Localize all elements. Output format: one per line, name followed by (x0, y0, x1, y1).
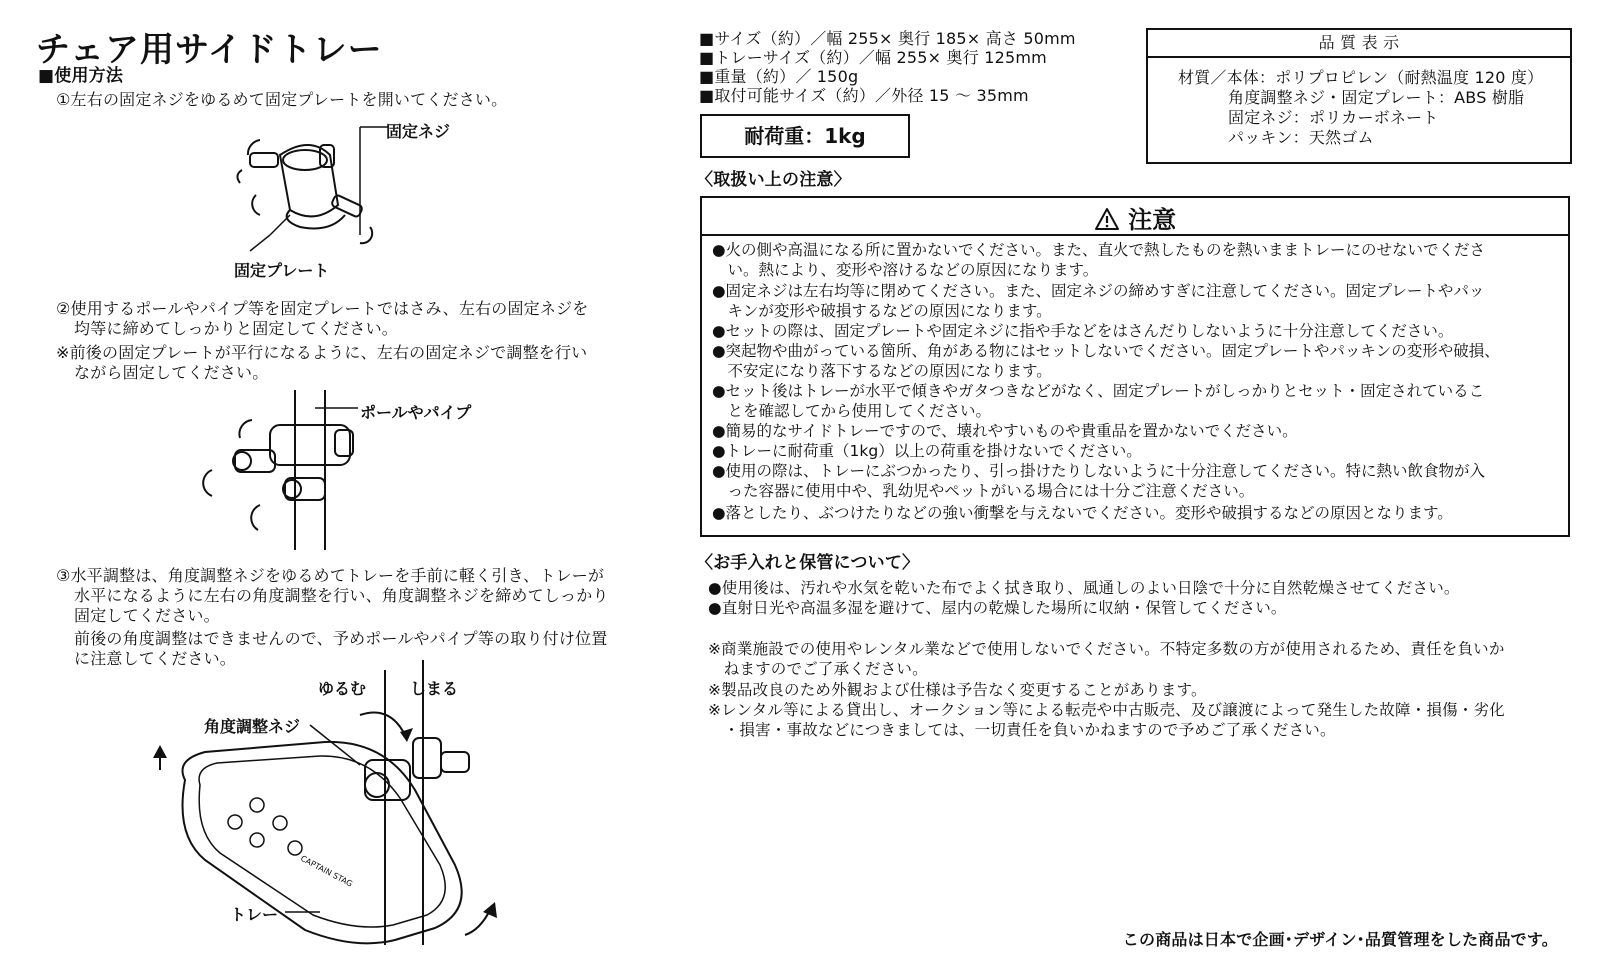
quality-line1: 材質／本体：ポリプロピレン（耐熱温度 120 度） (1178, 68, 1544, 87)
spec-tray-size: ■トレーサイズ（約）／幅 255× 奥行 125mm (699, 48, 1047, 67)
caution-line: ●固定ネジは左右均等に閉めてください。また、固定ネジの締めすぎに注意してください。固定プレートやパッ (712, 282, 1485, 300)
label-angle-screw: 角度調整ネジ (204, 717, 301, 736)
care-line: ●使用後は、汚れや水気を乾いた布でよく拭き取り、風通しのよい日陰で十分に自然乾燥させてください。 (708, 579, 1460, 597)
step2-note1: ※前後の固定プレートが平行になるように、左右の固定ネジで調整を行い (56, 343, 588, 362)
note-line: ※製品改良のため外観および仕様は予告なく変更することがあります。 (708, 681, 1207, 699)
label-fixing-plate: 固定プレート (234, 261, 330, 280)
figure-step2 (190, 390, 380, 550)
note-line: ※レンタル等による貸出し、オークション等による転売や中古販売、及び譲渡によって発生した故障・損傷・劣化 (708, 701, 1505, 719)
caution-title: 注意 (1128, 206, 1177, 234)
page-title: チェア用サイドトレー (36, 30, 383, 70)
label-fixing-screw: 固定ネジ (386, 122, 451, 141)
caution-line: とを確認してから使用してください。 (712, 402, 992, 420)
care-heading: 〈お手入れと保管について〉 (696, 553, 920, 573)
care-line: ●直射日光や高温多湿を避けて、屋内の乾燥した場所に収納・保管してください。 (708, 599, 1287, 617)
label-tray: トレー (230, 905, 279, 924)
caution-line: った容器に使用中や、乳幼児やペットがいる場合には十分ご注意ください。 (712, 482, 1255, 500)
caution-line: ●トレーに耐荷重（1kg）以上の荷重を掛けないでください。 (712, 442, 1142, 460)
caution-line: ●セット後はトレーが水平で傾きやガタつきなどがなく、固定プレートがしっかりとセット・固定されているこ (712, 382, 1485, 400)
spec-mount-size: ■取付可能サイズ（約）／外径 15 ～ 35mm (699, 86, 1029, 105)
label-loosen: ゆるむ (318, 679, 367, 698)
warning-icon (1094, 207, 1120, 231)
caution-line: ●突起物や曲がっている箇所、角がある物にはセットしないでください。固定プレートやパッキンの変形や破損、 (712, 342, 1500, 360)
note-line: ねますのでご了承ください。 (708, 660, 928, 678)
caution-line: 不安定になり落下するなどの原因になります。 (712, 362, 1052, 380)
label-pole-pipe: ポールやパイプ (360, 403, 472, 422)
quality-box (1146, 28, 1572, 164)
step3-line5: に注意してください。 (74, 649, 237, 668)
step2-note2: ながら固定してください。 (74, 363, 269, 382)
quality-line2: 角度調整ネジ・固定プレート：ABS 樹脂 (1228, 88, 1525, 107)
caution-line: キンが変形や破損するなどの原因になります。 (712, 302, 1052, 320)
figure-step3 (145, 660, 525, 965)
step3-line3: 固定してください。 (74, 606, 220, 625)
spec-size: ■サイズ（約）／幅 255× 奥行 185× 高さ 50mm (699, 29, 1076, 48)
caution-title-row (702, 200, 1568, 235)
caution-line: ●セットの際は、固定プレートや固定ネジに指や手などをはさんだりしないように十分注意してください。 (712, 322, 1454, 340)
quality-heading: 品 質 表 示 (1318, 33, 1400, 52)
step1-text: ①左右の固定ネジをゆるめて固定プレートを開いてください。 (56, 90, 508, 109)
step3-line2: 水平になるように左右の角度調整を行い、角度調整ネジを締めてしっかり (74, 586, 609, 605)
step2-line1: ②使用するポールやパイプ等を固定プレートではさみ、左右の固定ネジを (56, 299, 589, 318)
caution-line: ●簡易的なサイドトレーですので、壊れやすいものや貴重品を置かないでください。 (712, 422, 1298, 440)
caution-line: ●落としたり、ぶつけたりなどの強い衝撃を与えないでください。変形や破損するなどの原因となります。 (712, 504, 1453, 522)
brand-mark: CAPTAIN STAG (299, 853, 354, 889)
quality-line4: パッキン：天然ゴム (1228, 128, 1374, 147)
handling-heading: 〈取扱い上の注意〉 (696, 170, 851, 190)
footer-text: この商品は日本で企画･デザイン･品質管理をした商品です。 (1122, 930, 1558, 949)
caution-line: ●使用の際は、トレーにぶつかったり、引っ掛けたりしないように十分注意してください。特に熱い飲食物が入 (712, 462, 1486, 480)
quality-line3: 固定ネジ：ポリカーボネート (1228, 108, 1439, 127)
note-line: ・損害・事故などにつきましては、一切責任を負いかねますので予めご了承ください。 (708, 721, 1336, 739)
step3-line4: 前後の角度調整はできませんので、予めポールやパイプ等の取り付け位置 (74, 629, 608, 648)
spec-weight: ■重量（約）／ 150g (699, 67, 859, 86)
step3-line1: ③水平調整は、角度調整ネジをゆるめてトレーを手前に軽く引き、トレーが (56, 566, 605, 585)
usage-heading: ■使用方法 (38, 66, 124, 86)
label-tighten: しまる (410, 679, 459, 698)
load-capacity-box: 耐荷重：1kg (700, 114, 910, 158)
caution-box (700, 196, 1570, 537)
step2-line2: 均等に締めてしっかりと固定してください。 (74, 319, 399, 338)
caution-line: い。熱により、変形や溶けるなどの原因になります。 (712, 261, 1099, 279)
caution-line: ●火の側や高温になる所に置かないでください。また、直火で熱したものを熱いままトレーにのせないでくださ (712, 241, 1486, 259)
note-line: ※商業施設での使用やレンタル業などで使用しないでください。不特定多数の方が使用されるため、責任を負いか (708, 640, 1505, 658)
